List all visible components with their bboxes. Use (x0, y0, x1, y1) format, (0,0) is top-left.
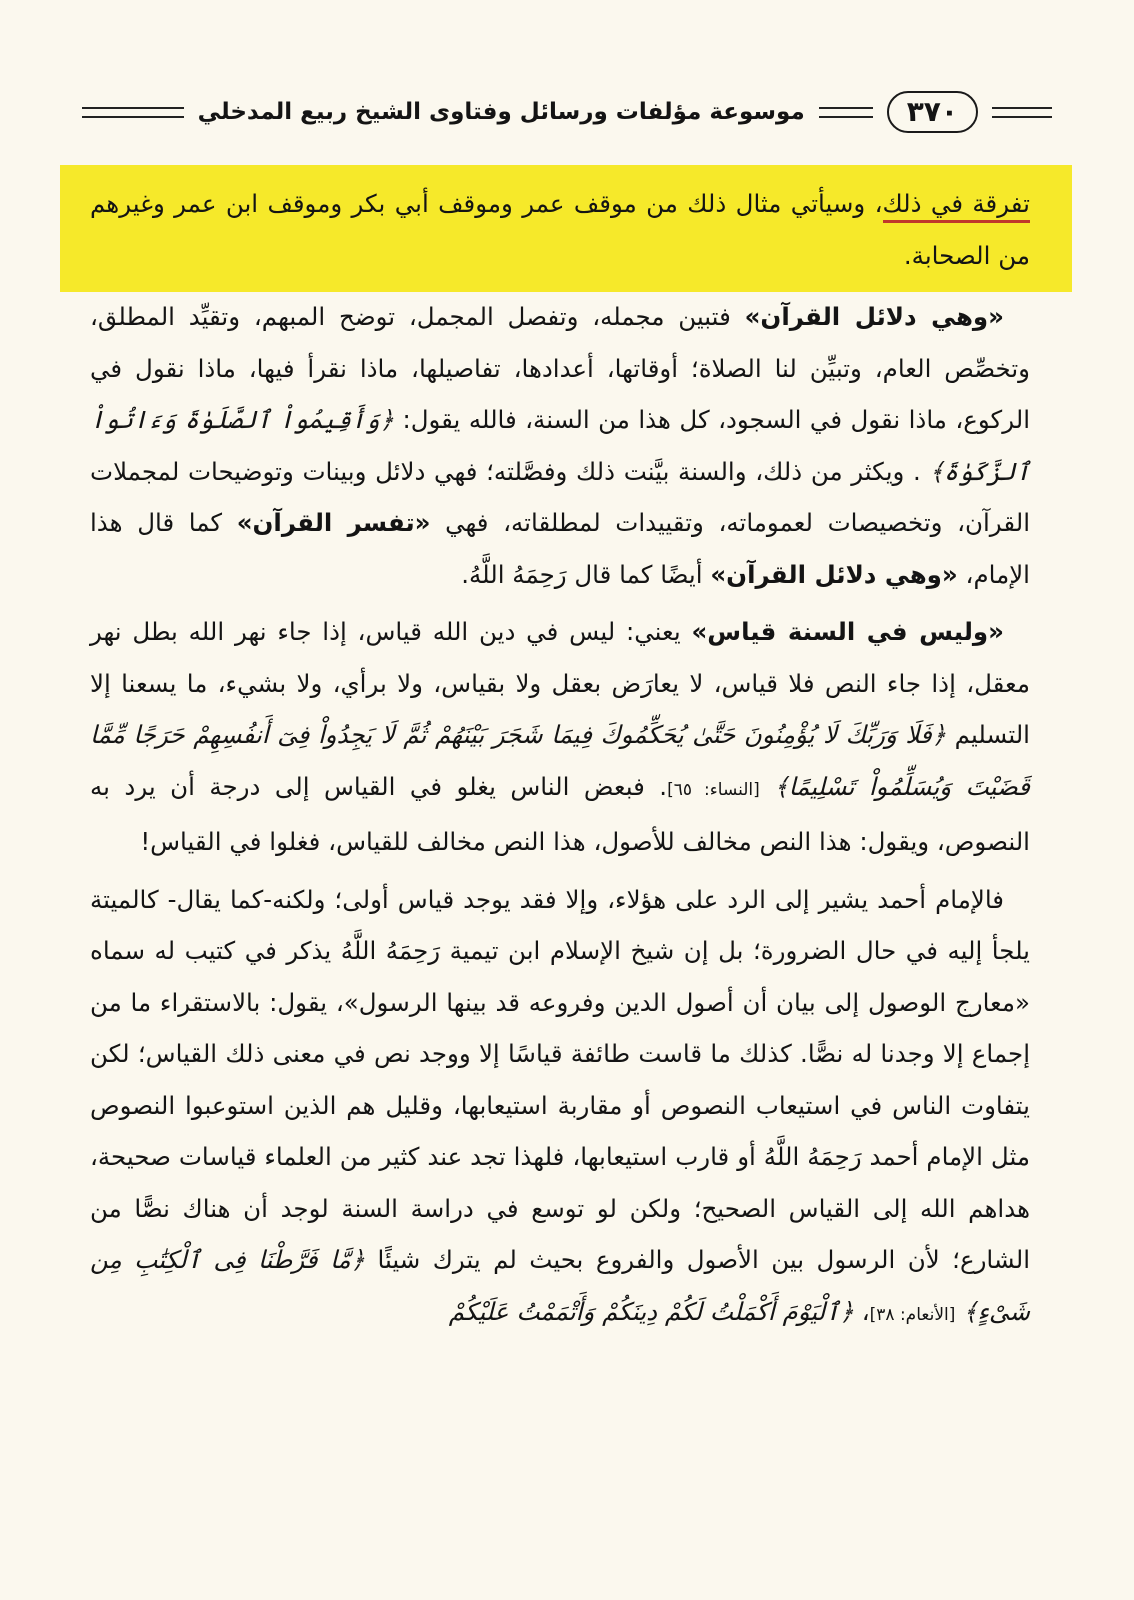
p3-verse-reference: [الأنعام: ٣٨] (869, 1304, 956, 1325)
p1-text-c: كما قال هذا الإمام، (90, 508, 1030, 589)
highlighted-rest: ، وسيأتي مثال ذلك من موقف عمر وموقف أبي بكر وموقف ابن عمر وغيرهم من الصحابة. (90, 189, 1030, 270)
running-header (82, 88, 1052, 136)
p3-separator: ، (861, 1296, 870, 1326)
p1-text-a: فتبين مجمله، وتفصل المجمل، توضح المبهم، وتقيِّد المطلق، وتخصِّص العام، وتبيِّن لنا الصلاة؛ أوقاتها، أعدادها، تفاصيلها، ماذا نقرأ فيها، ماذا نقول في الركوع، ماذا نقول في السجود، كل هذا من السنة، فالله يقول: (90, 302, 1030, 434)
p1-bold-phrase-3: «وهي دلائل القرآن» (710, 559, 958, 589)
paragraph-2 (90, 606, 1030, 868)
p2-bold-phrase: «وليس في السنة قياس» (691, 617, 1004, 646)
p1-bold-phrase: «وهي دلائل القرآن» (744, 302, 1004, 331)
paragraph-1 (90, 291, 1030, 600)
paragraph-3 (90, 874, 1030, 1342)
highlighted-passage (90, 178, 1030, 281)
header-rule-right (992, 107, 1052, 118)
p3-text-a: فالإمام أحمد يشير إلى الرد على هؤلاء، وإلا فقد يوجد قياس أولى؛ ولكنه-كما يقال- كالميتة يلجأ إليه في حال الضرورة؛ بل إن شيخ الإسلام ابن تيمية رَحِمَهُ اللَّهُ يذكر في كتيب له سماه «معارج الوصول إلى بيان أن أصول الدين وفروعه قد بينها الرسول»، يقول: بالاستقراء ما من إجماع إلا وجدنا له نصًّا. كذلك ما قاست طائفة قياسًا إلا ووجد نص في معنى ذلك القياس؛ لكن يتفاوت الناس في استيعاب النصوص أو مقاربة استيعابها، وقليل هم الذين استوعبوا النصوص مثل الإمام أحمد رَحِمَهُ اللَّهُ أو قارب استيعابها، فلهذا تجد عند كثير من العلماء قياسات صحيحة، هداهم الله إلى القياس الصحيح؛ ولكن لو توسع في دراسة السنة لوجد أن هناك نصًّا من الشارع؛ لأن الرسول بين الأصول والفروع بحيث لم يترك شيئًا (90, 884, 1030, 1274)
header-rule-middle (819, 107, 873, 118)
header-title: موسوعة مؤلفات ورسائل وفتاوى الشيخ ربيع المدخلي (197, 99, 805, 125)
p2-verse-reference: [النساء: ٦٥] (667, 779, 760, 800)
p1-quran-quote: ﴿وَأَقِيمُواْ ٱلصَّلَوٰةَ وَءَاتُواْ ٱلزَّكَوٰةَ﴾ (90, 405, 1030, 486)
p2-text-b: . فبعض الناس يغلو في القياس إلى درجة أن يرد به النصوص، ويقول: هذا النص مخالف للأصول، هذا النص مخالف للقياس، فغلوا في القياس! (90, 771, 1030, 856)
p2-quran-quote: ﴿فَلَا وَرَبِّكَ لَا يُؤْمِنُونَ حَتَّىٰ يُحَكِّمُوكَ فِيمَا شَجَرَ بَيْنَهُمْ ثُمَّ لَا يَجِدُواْ فِىٓ أَنفُسِهِمْ حَرَجًا مِّمَّا قَضَيْتَ وَيُسَلِّمُواْ تَسْلِيمًا﴾ (90, 720, 1030, 801)
header-rule-left (82, 107, 184, 118)
p3-quran-quote-1: ﴿مَّا فَرَّطْنَا فِى ٱلْكِتَٰبِ مِن شَىْءٍ﴾ (90, 1245, 1030, 1326)
p2-text-a: يعني: ليس في دين الله قياس، إذا جاء نهر الله بطل نهر معقل، إذا جاء النص فلا قياس، لا يعارَض بعقل ولا بقياس، ولا برأي، ولا بشيء، ما يسعنا إلا التسليم (90, 617, 1030, 749)
p1-bold-phrase-2: «تفسر القرآن» (236, 508, 431, 537)
page-body (90, 178, 1030, 1347)
p1-text-b: . ويكثر من ذلك، والسنة بيَّنت ذلك وفصَّلته؛ فهي دلائل وبينات وتوضيحات لمجملات القرآن، وتخصيصات لعموماته، وتقييدات لمطلقاته، فهي (90, 456, 1030, 537)
underlined-phrase: تفرقة في ذلك (883, 189, 1030, 223)
p1-text-d: أيضًا كما قال رَحِمَهُ اللَّهُ. (461, 559, 703, 589)
p3-quran-quote-2: ﴿ٱلْيَوْمَ أَكْمَلْتُ لَكُمْ دِينَكُمْ وَأَتْمَمْتُ عَلَيْكُمْ (448, 1296, 854, 1326)
page-number: ٣٧٠ (887, 91, 978, 133)
